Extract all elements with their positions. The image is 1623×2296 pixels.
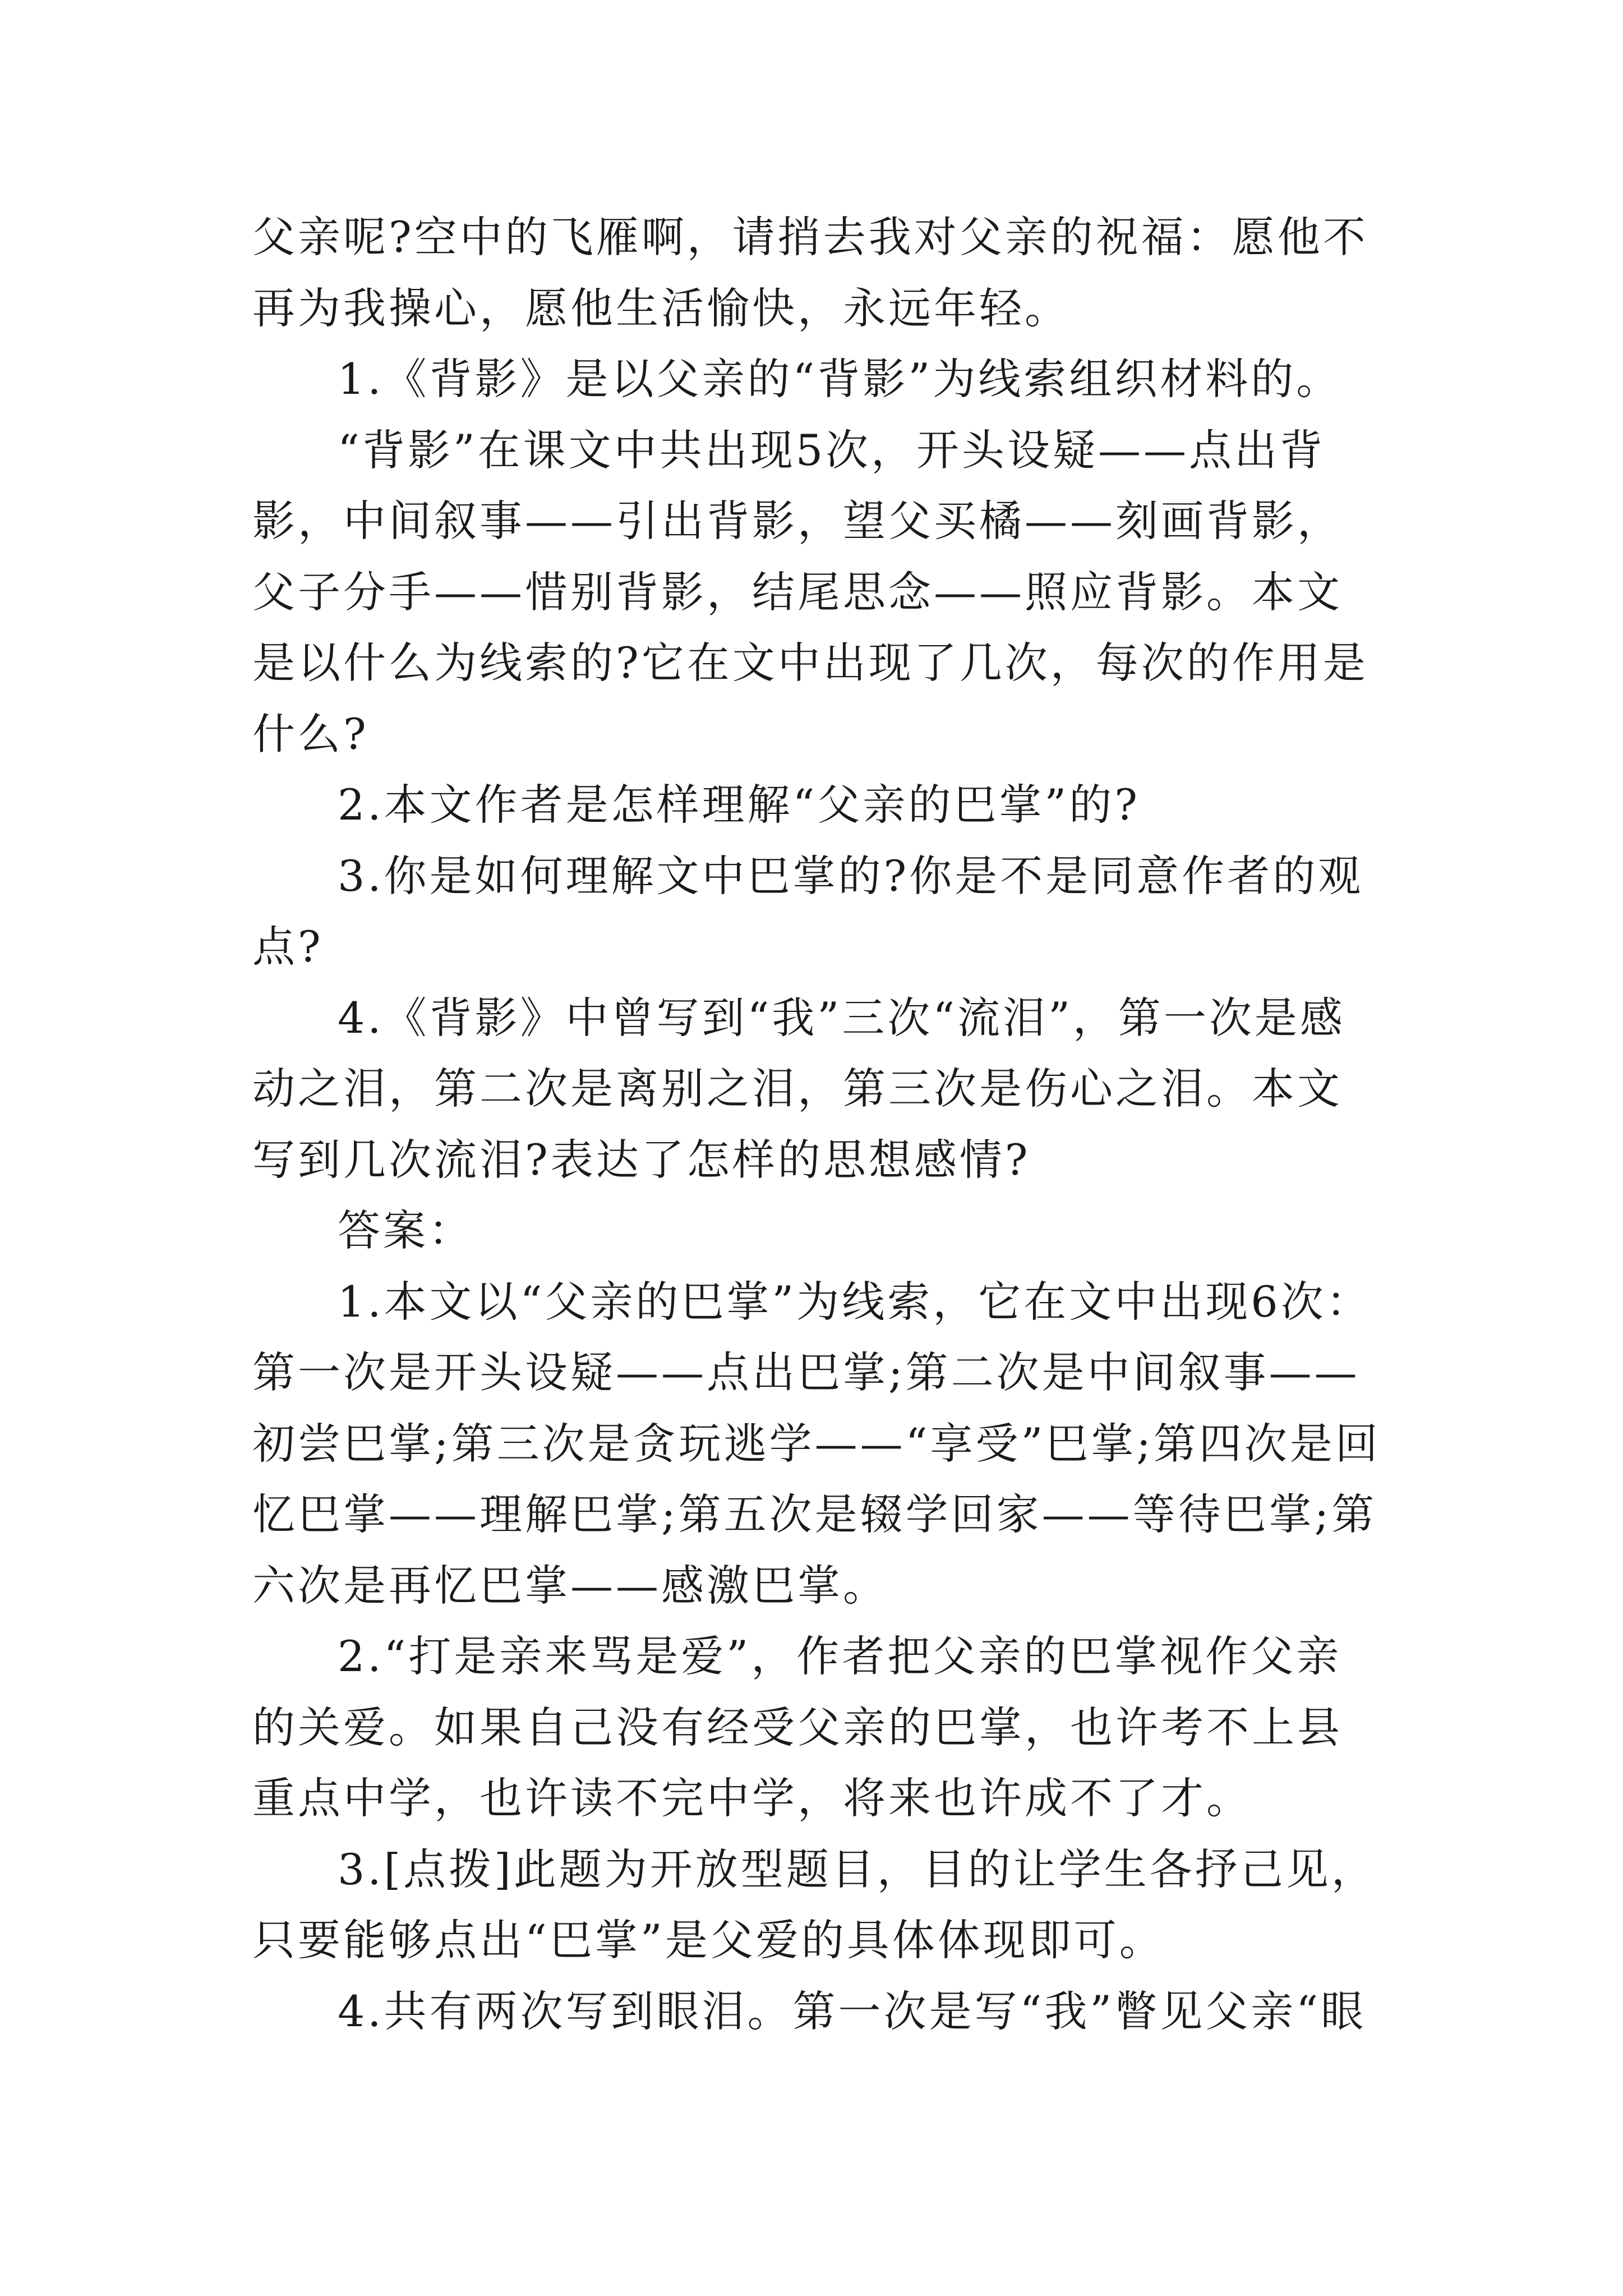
question-1: “背影”在课文中共出现5次，开头设疑——点出背影，中间叙事——引出背影，望父买橘——刻画背影，父子分手——惜别背影，结尾思念——照应背影。本文是以什么为线索的?它在文中出现了几次，每次的作用是什么? [252, 425, 1368, 759]
answer-2: 2.“打是亲来骂是爱”，作者把父亲的巴掌视作父亲的关爱。如果自己没有经受父亲的巴掌，也许考不上县重点中学，也许读不完中学，将来也许成不了才。 [252, 1631, 1343, 1823]
question-3: 3.你是如何理解文中巴掌的?你是不是同意作者的观点? [252, 850, 1364, 972]
question-intro-1: 1.《背影》是以父亲的“背影”为线索组织材料的。 [338, 354, 1342, 404]
question-2: 2.本文作者是怎样理解“父亲的巴掌”的? [338, 780, 1140, 830]
document-body [252, 202, 1385, 2047]
answer-heading: 答案： [338, 1205, 474, 1255]
answer-1: 1.本文以“父亲的巴掌”为线索，它在文中出现6次：第一次是开头设疑——点出巴掌;第二次是中间叙事——初尝巴掌;第三次是贪玩逃学——“享受”巴掌;第四次是回忆巴掌——理解巴掌;第五次是辍学回家——等待巴掌;第六次是再忆巴掌——感激巴掌。 [252, 1276, 1381, 1611]
answer-3: 3.[点拨]此题为开放型题目，目的让学生各抒己见，只要能够点出“巴掌”是父爱的具体体现即可。 [252, 1844, 1377, 1965]
answer-4: 4.共有两次写到眼泪。第一次是写“我”瞥见父亲“眼 [338, 1986, 1367, 2036]
paragraph-continuation: 父亲呢?空中的飞雁啊，请捎去我对父亲的祝福：愿他不再为我操心，愿他生活愉快，永远年轻。 [252, 212, 1368, 333]
question-4: 4.《背影》中曾写到“我”三次“流泪”，第一次是感动之泪，第二次是离别之泪，第三次是伤心之泪。本文写到几次流泪?表达了怎样的思想感情? [252, 992, 1345, 1185]
